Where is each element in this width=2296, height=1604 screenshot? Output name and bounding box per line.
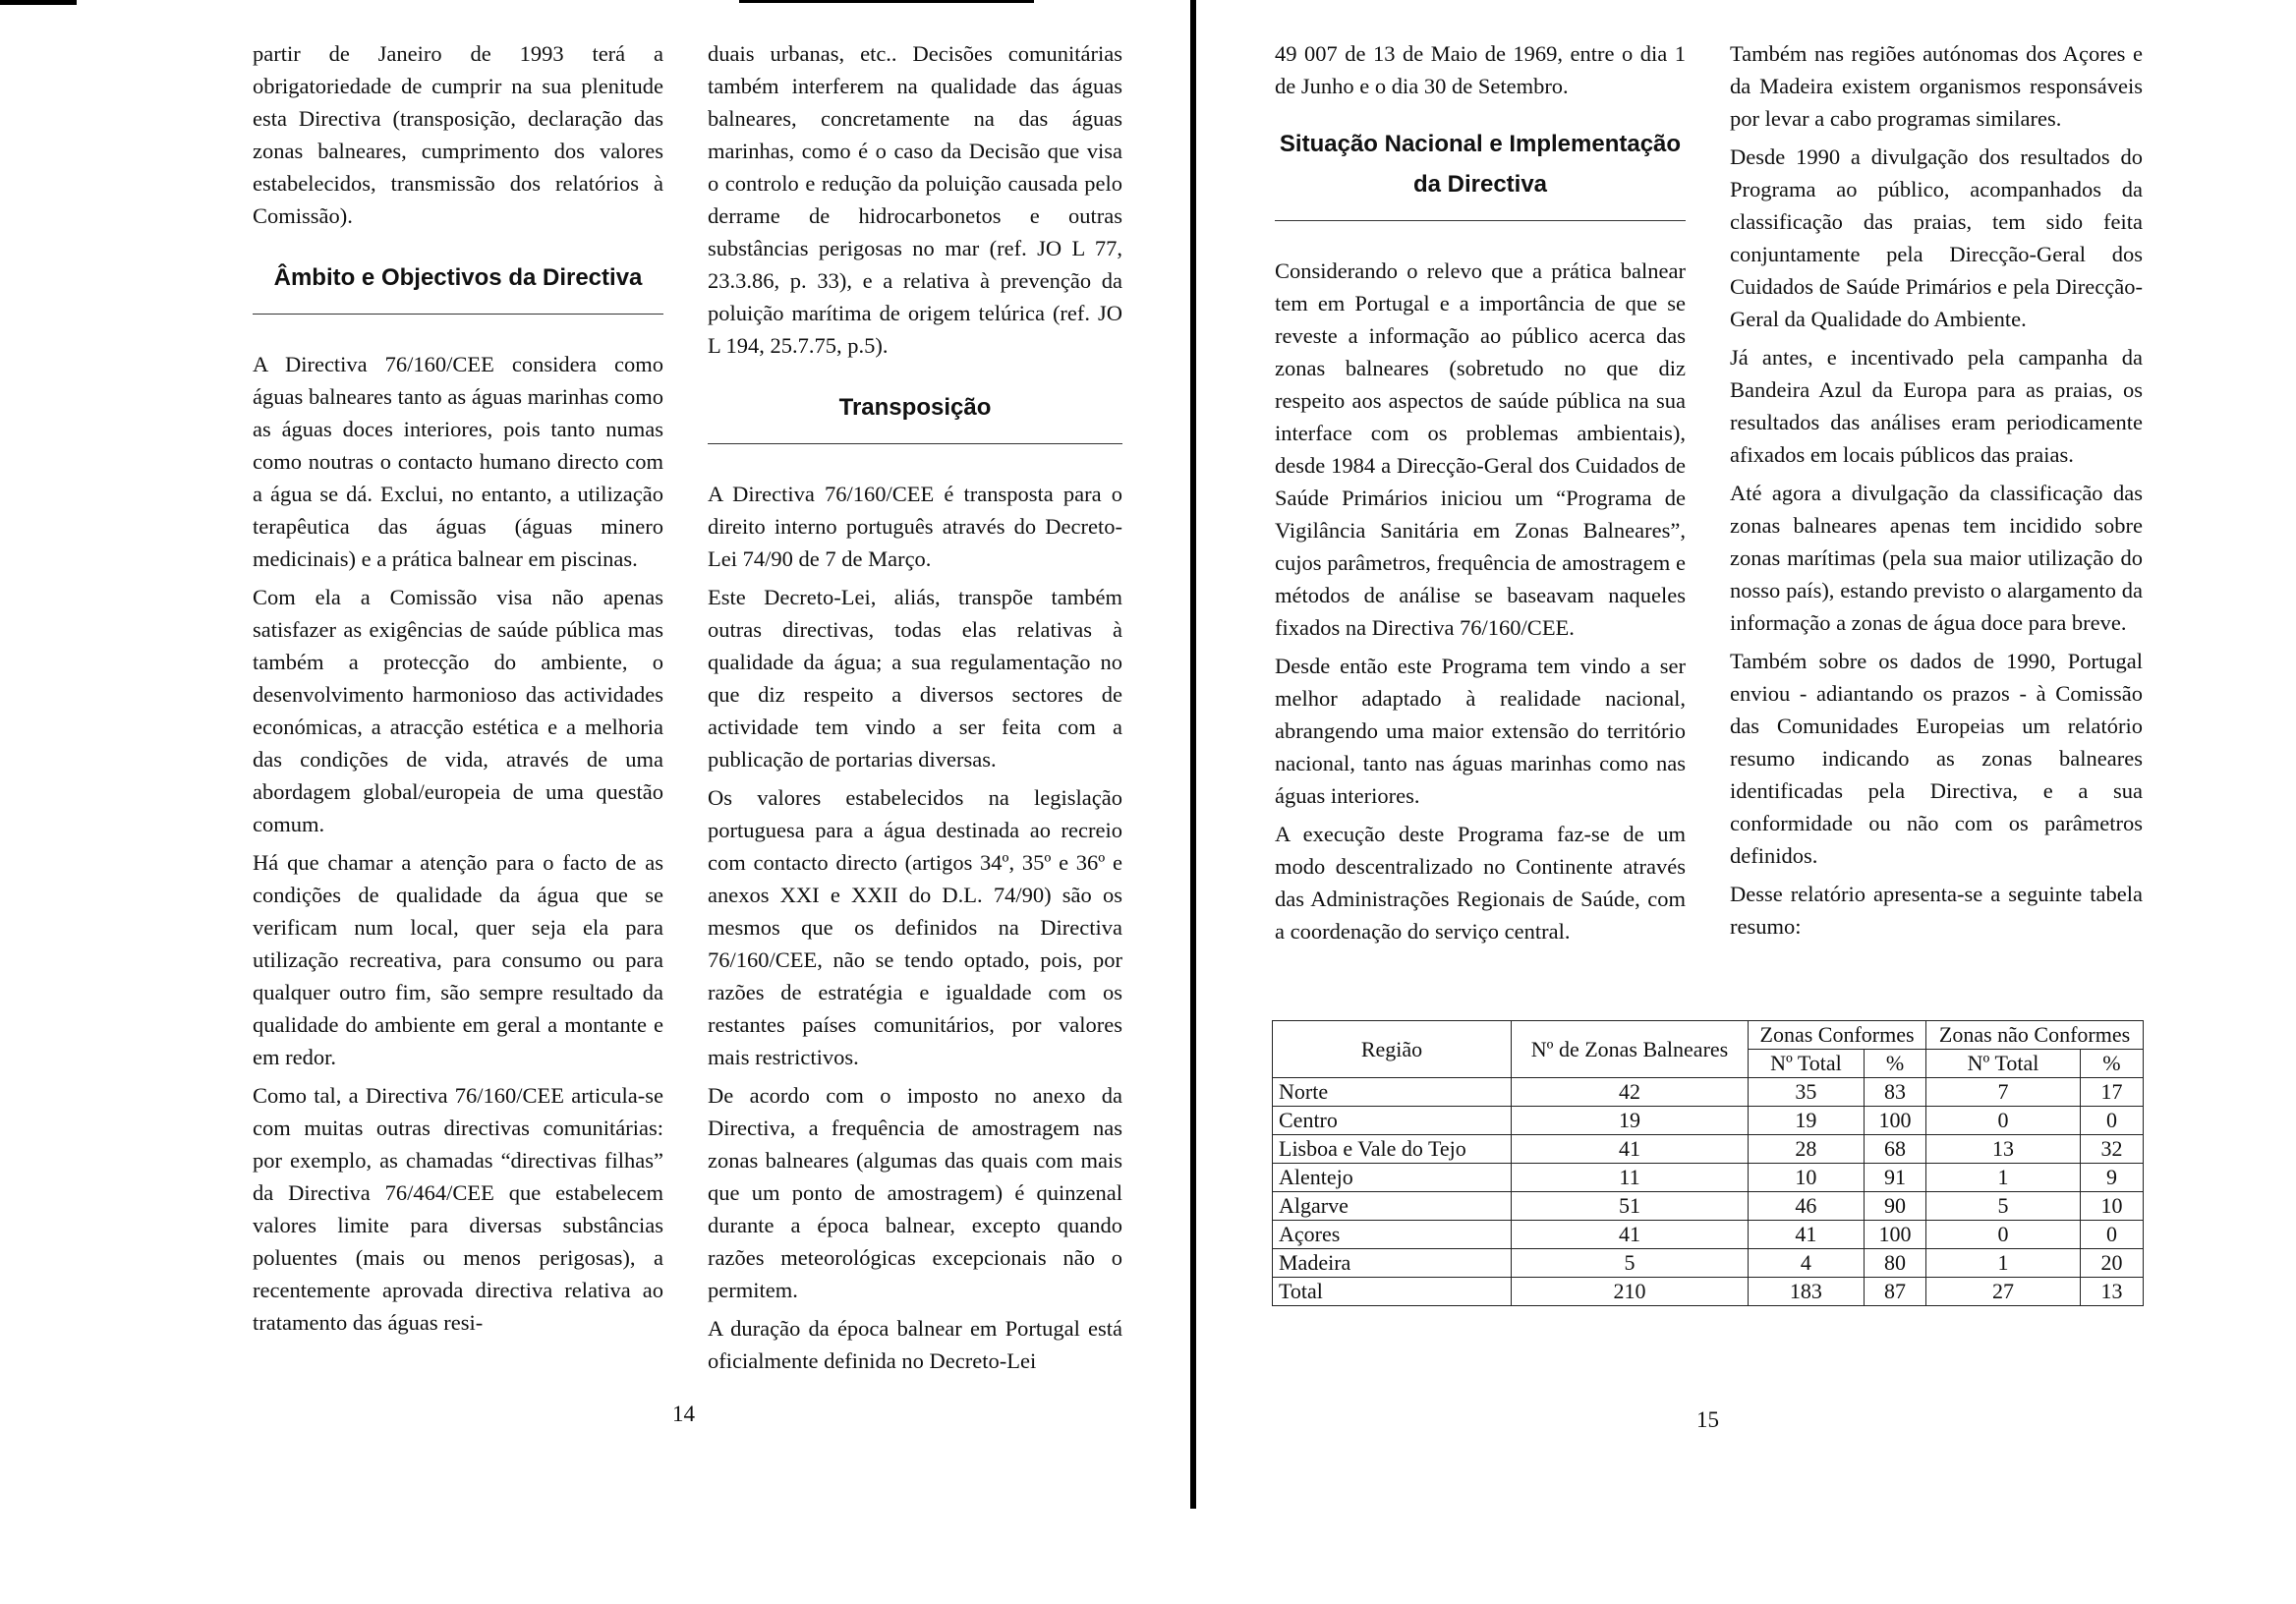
value-cell: 10 [2080,1192,2143,1221]
paragraph: Há que chamar a atenção para o facto de as condições de qualidade da água que se verificam num local, quer seja ela para utilização recreativa, para consumo ou para qualquer outro fim, são sempre resultado da qualidade do ambiente em geral a montante e em redor. [253,850,663,1069]
value-cell: 100 [1864,1221,1925,1249]
region-cell: Madeira [1273,1249,1512,1278]
value-cell: 80 [1864,1249,1925,1278]
value-cell: 17 [2080,1078,2143,1107]
value-cell: 20 [2080,1249,2143,1278]
table-row [1273,1164,2144,1192]
table-body [1273,1078,2144,1306]
paragraph: A execução deste Programa faz-se de um modo descentralizado no Continente através das Administrações Regionais de Saúde, com a coordenação do serviço central. [1275,822,1686,944]
value-cell: 51 [1512,1192,1749,1221]
value-cell: 28 [1749,1135,1865,1164]
paragraph: Desse relatório apresenta-se a seguinte tabela resumo: [1730,882,2143,939]
value-cell: 13 [1926,1135,2081,1164]
value-cell: 87 [1864,1278,1925,1306]
page-number: 14 [672,1402,695,1426]
paragraph: Com ela a Comissão visa não apenas satisfazer as exigências de saúde pública mas também a protecção do ambiente, o desenvolvimento harmonioso das actividades económicas, a atracção estética e a melhoria das condições de vida, através de uma abordagem global/europeia de uma questão comum. [253,585,663,836]
table-row [1273,1221,2144,1249]
paragraph: A Directiva 76/160/CEE considera como águas balneares tanto as águas marinhas como as águas doces interiores, pois tanto numas como noutras o contacto humano directo com a água se dá. Exclui, no entanto, a utilização terapêutica das águas (águas minero medicinais) e a prática balnear em piscinas. [253,352,663,571]
value-cell: 46 [1749,1192,1865,1221]
paragraph: Também nas regiões autónomas dos Açores e da Madeira existem organismos responsáveis por levar a cabo programas similares. [1730,41,2143,131]
paragraph: A duração da época balnear em Portugal está oficialmente definida no Decreto-Lei [708,1316,1122,1373]
value-cell: 13 [2080,1278,2143,1306]
paragraph: A Directiva 76/160/CEE é transposta para o direito interno português através do Decreto-Lei 74/90 de 7 de Março. [708,482,1122,571]
col-header-regiao: Região [1273,1021,1512,1078]
paragraph: Os valores estabelecidos na legislação portuguesa para a água destinada ao recreio com contacto directo (artigos 34º, 35º e 36º e anexos XXI e XXII do D.L. 74/90) são os mesmos que os definidos na Directiva 76/160/CEE, não se tendo optado, pois, por razões de estratégia e igualdade com os restantes países comunitários, por valores mais restrictivos. [708,785,1122,1069]
summary-table [1272,1020,2144,1306]
paragraph: Até agora a divulgação da classificação das zonas balneares apenas tem incidido sobre zonas marítimas (pela sua maior utilização do nosso país), estando previsto o alargamento da informação a zonas de água doce para breve. [1730,481,2143,635]
page-number: 15 [1696,1407,1719,1432]
value-cell: 7 [1926,1078,2081,1107]
col-header-n-zonas: Nº de Zonas Balneares [1512,1021,1749,1078]
region-cell: Alentejo [1273,1164,1512,1192]
value-cell: 0 [2080,1221,2143,1249]
paragraph: partir de Janeiro de 1993 terá a obrigatoriedade de cumprir na sua plenitude esta Directiva (transposição, declaração das zonas balneares, cumprimento dos valores estabelecidos, transmissão dos relatórios à Comissão). [253,41,663,228]
region-cell: Norte [1273,1078,1512,1107]
left-page-column-2 [708,37,1122,1383]
table-row [1273,1249,2144,1278]
table-row [1273,1107,2144,1135]
value-cell: 10 [1749,1164,1865,1192]
value-cell: 5 [1926,1192,2081,1221]
section-heading: Situação Nacional e Implementação da Directiva [1275,116,1686,221]
col-header-pct: % [2080,1050,2143,1078]
value-cell: 210 [1512,1278,1749,1306]
table-row [1273,1078,2144,1107]
paragraph: Este Decreto-Lei, aliás, transpõe também outras directivas, todas elas relativas à qualidade da água; a sua regulamentação no que diz respeito a diversos sectores de actividade tem vindo a ser feita com a publicação de portarias diversas. [708,585,1122,772]
value-cell: 27 [1926,1278,2081,1306]
section-heading: Âmbito e Objectivos da Directiva [253,250,663,315]
left-page-column-1 [253,37,663,1345]
paragraph: duais urbanas, etc.. Decisões comunitárias também interferem na qualidade das águas balneares, concretamente na das águas marinhas, como é o caso da Decisão que visa o controlo e redução da poluição causada pelo derrame de hidrocarbonetos e outras substâncias perigosas no mar (ref. JO L 77, 23.3.86, p. 33), e a relativa à prevenção da poluição marítima de origem telúrica (ref. JO L 194, 25.7.75, p.5). [708,41,1122,358]
paragraph: De acordo com o imposto no anexo da Directiva, a frequência de amostragem nas zonas balneares (algumas das quais com mais que um ponto de amostragem) é quinzenal durante a época balnear, excepto quando razões meteorológicas excepcionais não o permitem. [708,1083,1122,1302]
table-row [1273,1135,2144,1164]
region-cell: Lisboa e Vale do Tejo [1273,1135,1512,1164]
right-page-column-1 [1275,37,1686,953]
value-cell: 9 [2080,1164,2143,1192]
paragraph: Desde então este Programa tem vindo a ser melhor adaptado à realidade nacional, abrangendo uma maior extensão do território nacional, tanto nas águas marinhas como nas águas interiores. [1275,654,1686,808]
region-cell: Açores [1273,1221,1512,1249]
value-cell: 183 [1749,1278,1865,1306]
paragraph: Considerando o relevo que a prática balnear tem em Portugal e a importância de que se reveste a informação ao público acerca das zonas balneares (sobretudo no que diz respeito aos aspectos de saúde pública na sua interface com os problemas ambientais), desde 1984 a Direcção-Geral dos Cuidados de Saúde Primários iniciou um “Programa de Vigilância Sanitária em Zonas Balneares”, cujos parâmetros, frequência de amostragem e métodos de análise se baseavam naqueles fixados na Directiva 76/160/CEE. [1275,258,1686,640]
col-header-conformes: Zonas Conformes [1749,1021,1926,1050]
region-cell: Algarve [1273,1192,1512,1221]
book-spine-line [1190,0,1196,1509]
col-header-n-total: Nº Total [1749,1050,1865,1078]
value-cell: 1 [1926,1249,2081,1278]
value-cell: 0 [1926,1221,2081,1249]
value-cell: 0 [2080,1107,2143,1135]
scan-mark-top-center [739,0,1034,3]
region-cell: Centro [1273,1107,1512,1135]
paragraph: Também sobre os dados de 1990, Portugal enviou - adiantando os prazos - à Comissão das Comunidades Europeias um relatório resumo indicando as zonas balneares identificadas pela Directiva, e a sua conformidade ou não com os parâmetros definidos. [1730,649,2143,868]
value-cell: 42 [1512,1078,1749,1107]
value-cell: 90 [1864,1192,1925,1221]
paragraph: Desde 1990 a divulgação dos resultados do Programa ao público, acompanhados da classificação das praias, tem sido feita conjuntamente pela Direcção-Geral dos Cuidados de Saúde Primários e pela Direcção-Geral da Qualidade do Ambiente. [1730,144,2143,331]
value-cell: 5 [1512,1249,1749,1278]
value-cell: 1 [1926,1164,2081,1192]
paragraph: 49 007 de 13 de Maio de 1969, entre o dia 1 de Junho e o dia 30 de Setembro. [1275,41,1686,98]
section-heading: Transposição [708,379,1122,444]
value-cell: 41 [1749,1221,1865,1249]
value-cell: 41 [1512,1221,1749,1249]
table-row [1273,1192,2144,1221]
region-cell: Total [1273,1278,1512,1306]
value-cell: 11 [1512,1164,1749,1192]
scan-mark-top-left [0,0,77,5]
value-cell: 19 [1512,1107,1749,1135]
col-header-n-total: Nº Total [1926,1050,2081,1078]
table-header-row [1273,1021,2144,1050]
col-header-pct: % [1864,1050,1925,1078]
value-cell: 100 [1864,1107,1925,1135]
value-cell: 32 [2080,1135,2143,1164]
paragraph: Como tal, a Directiva 76/160/CEE articula-se com muitas outras directivas comunitárias: por exemplo, as chamadas “directivas filhas” da Directiva 76/464/CEE que estabelecem valores limite para diversas substâncias poluentes (mais ou menos perigosas), a recentemente aprovada directiva relativa ao tratamento das águas resi- [253,1083,663,1335]
value-cell: 4 [1749,1249,1865,1278]
value-cell: 68 [1864,1135,1925,1164]
value-cell: 35 [1749,1078,1865,1107]
table-row [1273,1278,2144,1306]
value-cell: 41 [1512,1135,1749,1164]
paragraph: Já antes, e incentivado pela campanha da Bandeira Azul da Europa para as praias, os resultados das análises eram periodicamente afixados em locais públicos das praias. [1730,345,2143,467]
value-cell: 19 [1749,1107,1865,1135]
value-cell: 91 [1864,1164,1925,1192]
value-cell: 0 [1926,1107,2081,1135]
col-header-nao-conformes: Zonas não Conformes [1926,1021,2144,1050]
right-page-column-2 [1730,37,2143,948]
value-cell: 83 [1864,1078,1925,1107]
